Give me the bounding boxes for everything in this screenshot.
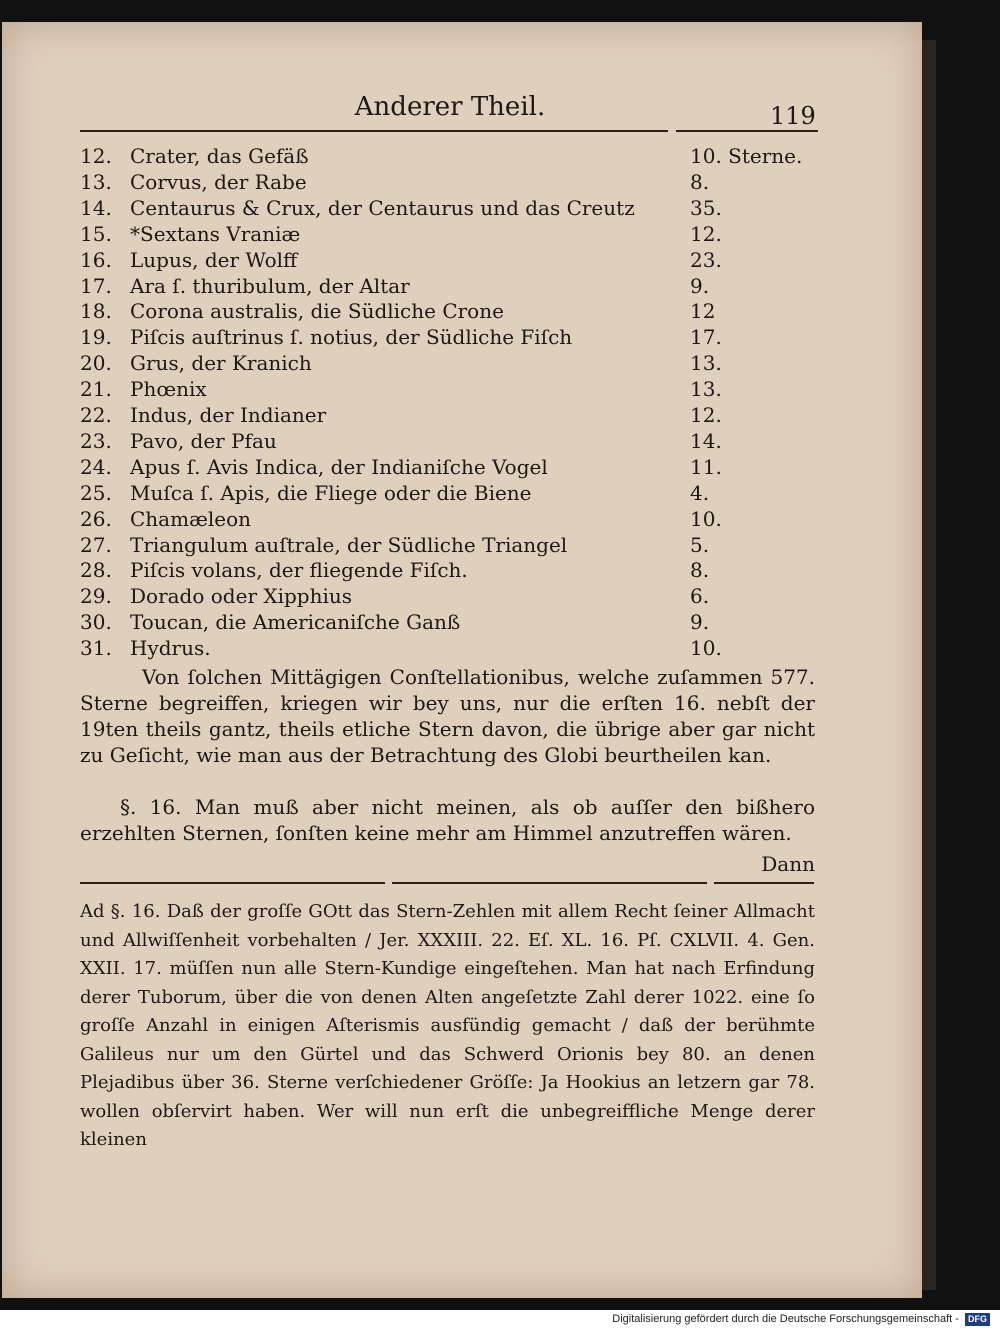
item-number: 18. xyxy=(80,299,112,324)
list-item xyxy=(80,170,820,196)
list-item xyxy=(80,533,820,559)
constellation-name: Piſcis auſtrinus ſ. notius, der Südliche Fiſch xyxy=(130,325,573,350)
star-count: 10. xyxy=(690,506,722,531)
constellation-name: Indus, der Indianer xyxy=(130,403,327,427)
header-rule xyxy=(676,130,818,132)
body-paragraph: Von ſolchen Mittägigen Conſtellationibus, welche zuſammen 577. Sterne begreiffen, kriegen wir bey uns, nur die erſten 16. nebſt der 19ten theils gantz, theils etliche Stern davon, die übrige aber gar nicht zu Geſicht, wie man aus der Betrachtung des Globi beurtheilen kan. xyxy=(80,665,815,767)
item-number: 28. xyxy=(80,558,112,583)
item-number: 26. xyxy=(80,506,112,531)
star-count: 8. xyxy=(690,558,710,583)
item-number: 12. xyxy=(80,144,112,168)
list-item xyxy=(80,403,820,429)
star-count: 14. xyxy=(690,428,722,453)
list-item xyxy=(80,636,820,662)
digitization-credit xyxy=(550,1310,990,1329)
catchword: Dann xyxy=(761,852,815,876)
star-count: 9. xyxy=(690,610,710,635)
item-number: 19. xyxy=(80,325,112,350)
constellation-name: Pavo, der Pfau xyxy=(130,428,277,453)
star-count: 12. xyxy=(690,403,722,427)
star-count: 10. xyxy=(690,636,722,661)
star-count: 11. xyxy=(690,454,722,479)
star-count: 13. xyxy=(690,377,722,402)
footnote-rule xyxy=(714,882,814,884)
constellation-name: Grus, der Kranich xyxy=(130,351,312,376)
constellation-name: Muſca ſ. Apis, die Fliege oder die Biene xyxy=(130,480,532,505)
item-number: 23. xyxy=(80,428,112,453)
star-count: 4. xyxy=(690,480,710,505)
list-item xyxy=(80,481,820,507)
star-count: 5. xyxy=(690,532,710,557)
constellation-name: Crater, das Gefäß xyxy=(130,144,309,168)
list-item xyxy=(80,610,820,636)
credit-text: Digitalisierung gefördert durch die Deutsche Forschungsgemeinschaft - xyxy=(612,1313,959,1325)
star-count: 8. xyxy=(690,169,710,194)
footnote-rule xyxy=(392,882,707,884)
constellation-name: Toucan, die Americaniſche Ganß xyxy=(130,610,461,635)
constellation-name: Centaurus & Crux, der Centaurus und das Creutz xyxy=(130,195,635,220)
star-count: 6. xyxy=(690,584,710,609)
running-head: Anderer Theil. xyxy=(354,92,546,122)
item-number: 22. xyxy=(80,403,112,427)
footnote-rule xyxy=(80,882,385,884)
item-number: 24. xyxy=(80,454,112,479)
constellation-name: Triangulum auſtrale, der Südliche Triangel xyxy=(130,532,568,557)
constellation-name: Lupus, der Wolff xyxy=(130,247,298,272)
header-rule xyxy=(80,130,668,132)
item-number: 31. xyxy=(80,636,112,661)
list-item xyxy=(80,274,820,300)
footnote: Ad §. 16. Daß der groſſe GOtt das Stern-Zehlen mit allem Recht ſeiner Allmacht und Allwiſſenheit vorbehalten / Jer. XXXIII. 22. Eſ. XL. 16. Pſ. CXLVII. 4. Gen. XXII. 17. müſſen nun alle Stern-Kundige eingeſtehen. Man hat nach Erfindung derer Tuborum, über die von denen Alten angeſetzte Zahl derer 1022. eine ſo groſſe Anzahl in einigen Aſterismis ausfündig gemacht / daß der berühmte Galileus nur um den Gürtel und das Schwerd Orionis bey 80. an denen Plejadibus über 36. Sterne verſchiedener Gröſſe: Ja Hookius an letzern gar 78. wollen obſervirt haben. Wer will nun erſt die unbegreiffliche Menge derer kleinen xyxy=(80,901,815,1150)
item-number: 13. xyxy=(80,169,112,194)
list-item xyxy=(80,351,820,377)
list-item xyxy=(80,144,820,170)
list-item xyxy=(80,325,820,351)
constellation-name: Corona australis, die Südliche Crone xyxy=(130,299,504,324)
constellation-name: Hydrus. xyxy=(130,636,211,661)
list-item xyxy=(80,299,820,325)
star-count: 35. xyxy=(690,195,722,220)
star-count: 23. xyxy=(690,247,722,272)
star-count: 10. Sterne. xyxy=(690,144,803,168)
item-number: 29. xyxy=(80,584,112,609)
constellation-name: Ara ſ. thuribulum, der Altar xyxy=(130,273,410,298)
star-count: 13. xyxy=(690,351,722,376)
page-edge xyxy=(922,40,936,1290)
item-number: 27. xyxy=(80,532,112,557)
list-item xyxy=(80,429,820,455)
item-number: 15. xyxy=(80,221,112,246)
list-item xyxy=(80,377,820,403)
constellation-name: Apus ſ. Avis Indica, der Indianiſche Vogel xyxy=(130,454,548,479)
constellation-name: Phœnix xyxy=(130,377,207,402)
list-item xyxy=(80,558,820,584)
item-number: 25. xyxy=(80,480,112,505)
item-number: 20. xyxy=(80,351,112,376)
list-item xyxy=(80,222,820,248)
page-number: 119 xyxy=(770,102,816,130)
item-number: 14. xyxy=(80,195,112,220)
star-count: 12 xyxy=(690,299,716,324)
item-number: 30. xyxy=(80,610,112,635)
item-number: 17. xyxy=(80,273,112,298)
list-item xyxy=(80,584,820,610)
constellation-name: Chamæleon xyxy=(130,506,252,531)
list-item xyxy=(80,196,820,222)
item-number: 21. xyxy=(80,377,112,402)
list-item xyxy=(80,507,820,533)
list-item xyxy=(80,455,820,481)
dfg-logo: DFG xyxy=(965,1313,990,1326)
star-count: 12. xyxy=(690,221,722,246)
constellation-name: Dorado oder Xipphius xyxy=(130,584,353,609)
item-number: 16. xyxy=(80,247,112,272)
constellation-name: Piſcis volans, der fliegende Fiſch. xyxy=(130,558,468,583)
body-paragraph: §. 16. Man muß aber nicht meinen, als ob auſſer den bißhero erzehlten Sternen, ſonſten keine mehr am Himmel anzutreffen wären. xyxy=(80,795,815,845)
star-count: 9. xyxy=(690,273,710,298)
constellation-name: Corvus, der Rabe xyxy=(130,169,307,194)
constellation-name: *Sextans Vraniæ xyxy=(130,221,301,246)
list-item xyxy=(80,248,820,274)
star-count: 17. xyxy=(690,325,722,350)
